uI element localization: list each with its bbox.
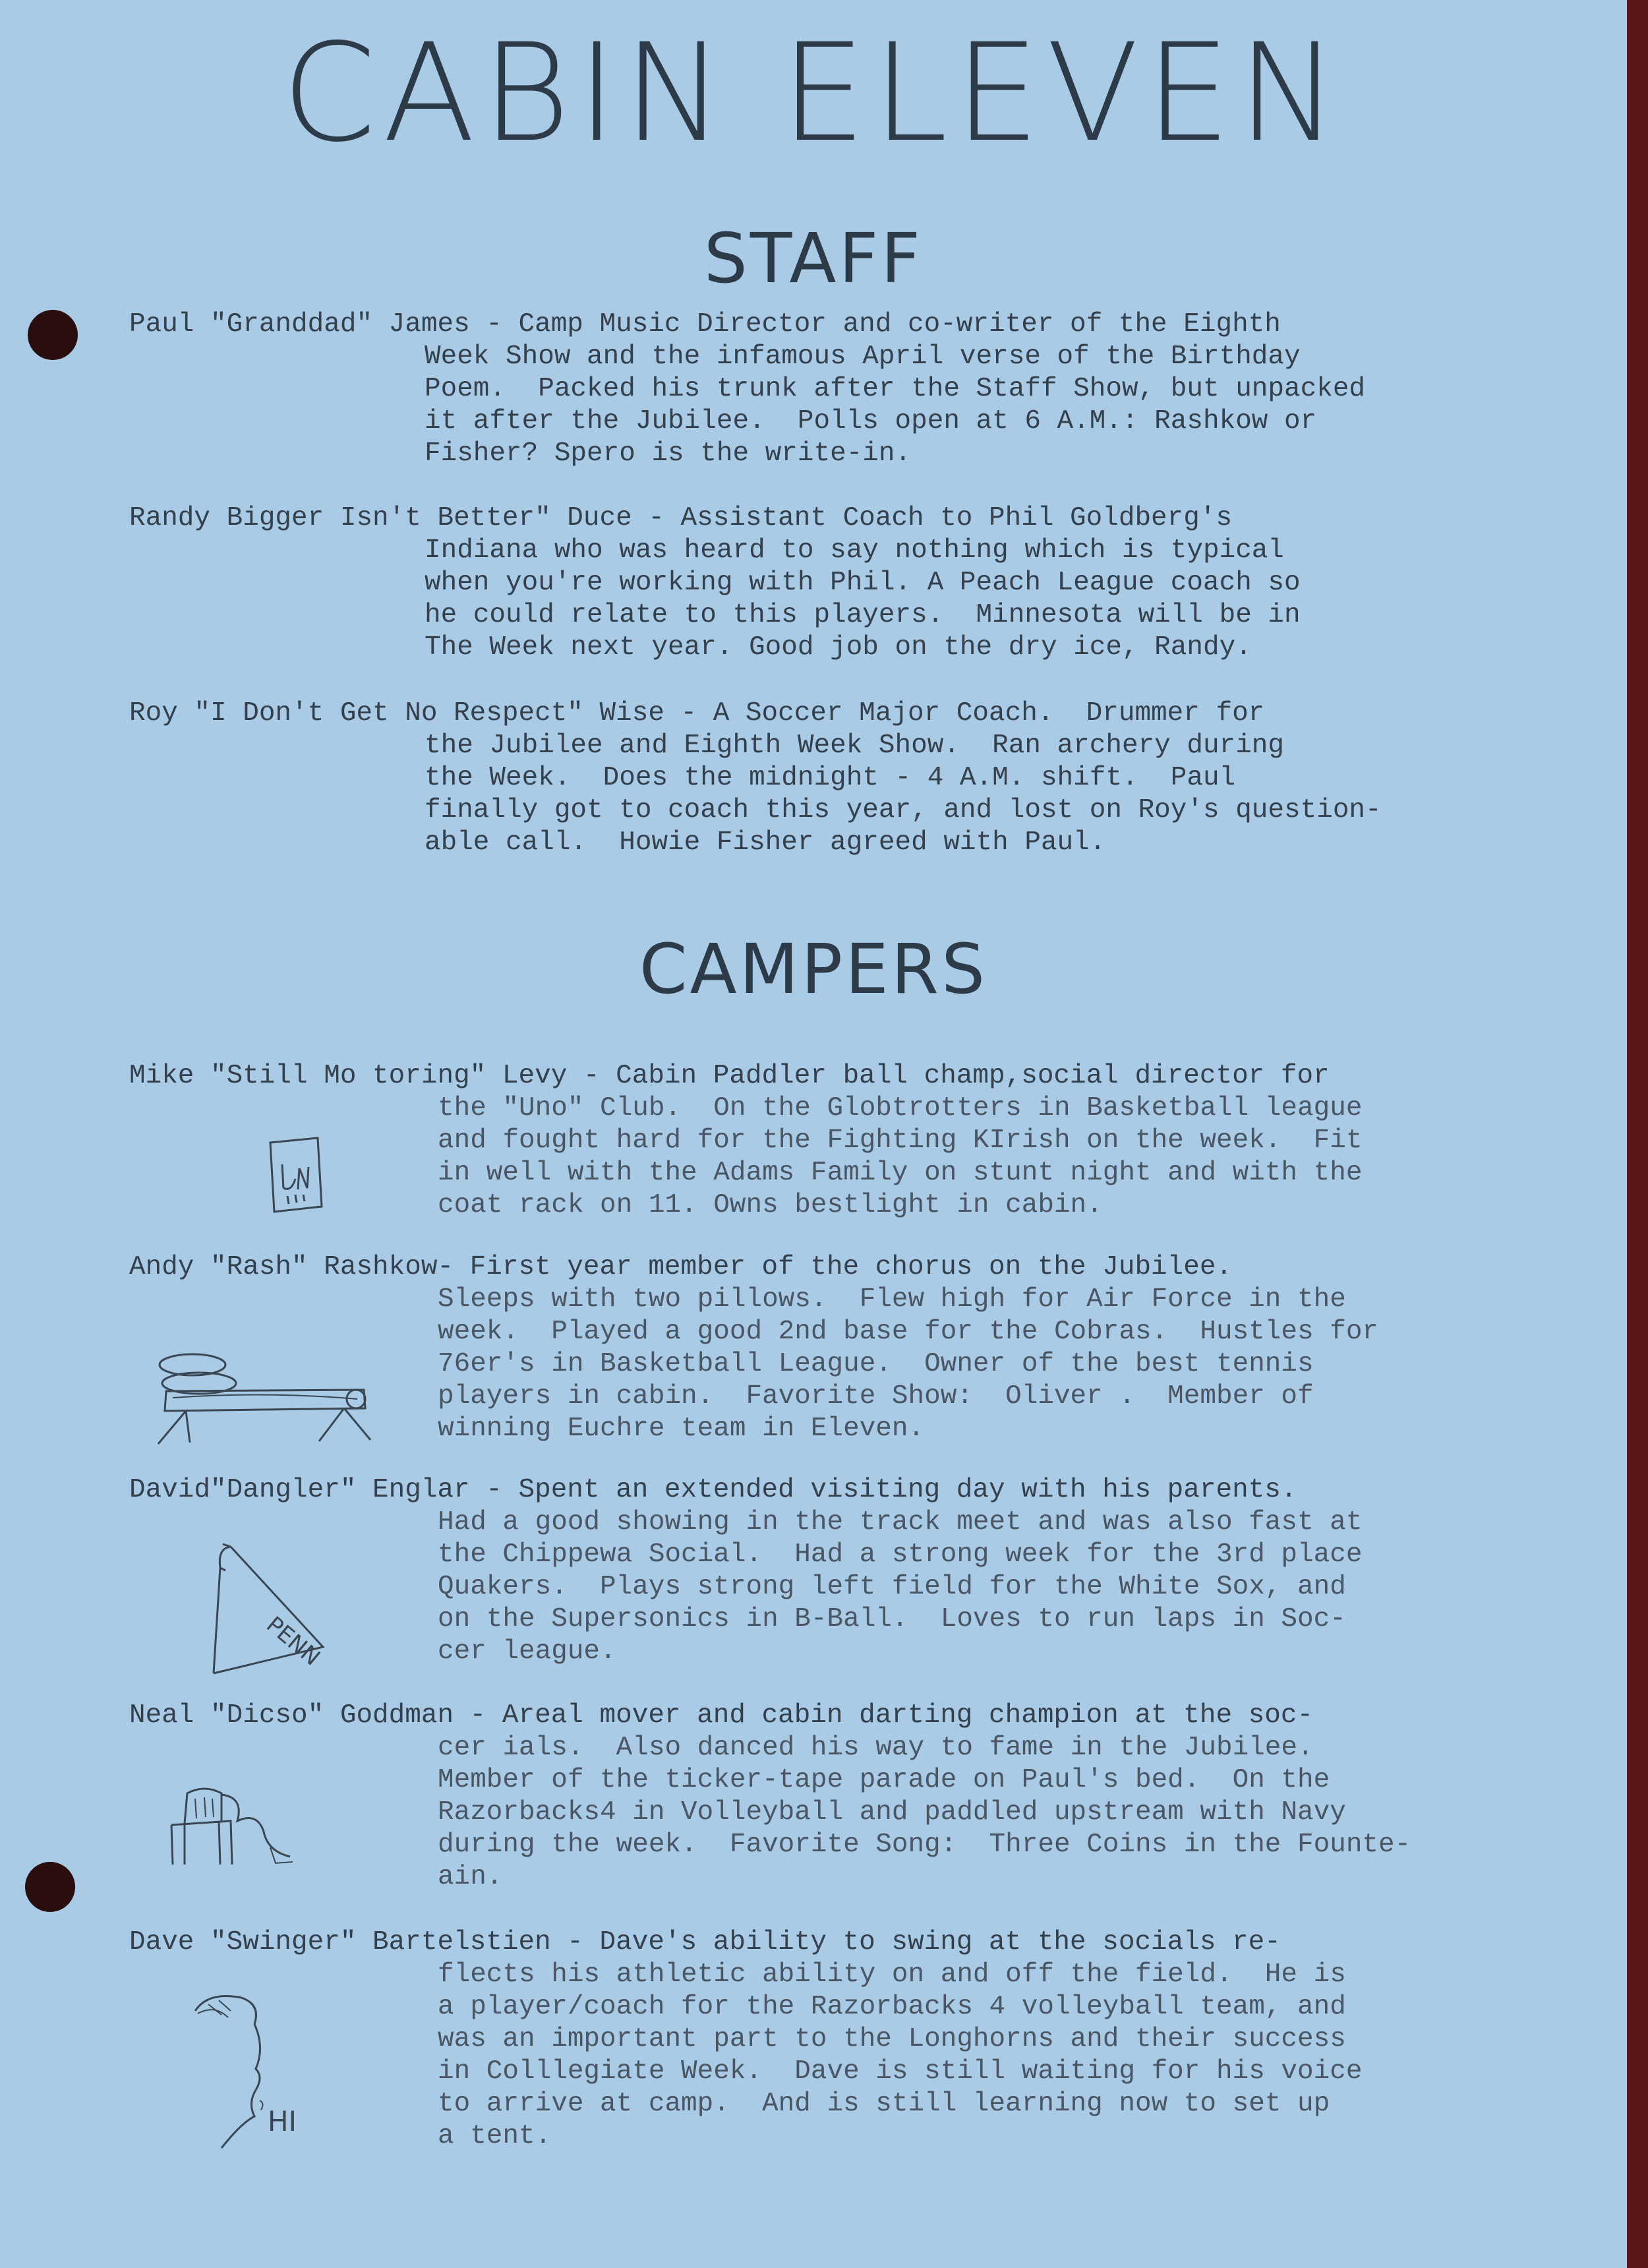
entry-line: cer league. — [438, 1636, 616, 1667]
entry-headline: Randy Bigger Isn't Better" Duce - Assistant Coach to Phil Goldberg's — [129, 503, 1233, 533]
staff-heading: STAFF — [703, 218, 924, 299]
entry-line: Poem. Packed his trunk after the Staff Show, but unpacked — [425, 374, 1366, 404]
entry-line: Had a good showing in the track meet and was also fast at — [438, 1507, 1363, 1537]
entry-line: the Chippewa Social. Had a strong week for the 3rd place — [438, 1539, 1363, 1570]
entry-line: Week Show and the infamous April verse of the Birthday — [425, 342, 1301, 372]
entry-body — [438, 1507, 1648, 1668]
hi-speech-label: HI — [268, 2105, 297, 2137]
entry-line: cer ials. Also danced his way to fame in the Jubilee. — [438, 1733, 1314, 1763]
entry-line: to arrive at camp. And is still learning now to set up — [438, 2089, 1330, 2119]
entry-headline: Paul "Granddad" James - Camp Music Director and co-writer of the Eighth — [129, 309, 1281, 340]
entry-body — [438, 1092, 1648, 1222]
campers-heading: CAMPERS — [639, 929, 988, 1009]
entry-line: when you're working with Phil. A Peach League coach so — [425, 568, 1301, 598]
entry-line: the Week. Does the midnight - 4 A.M. shift. Paul — [425, 763, 1236, 793]
entry-line: Quakers. Plays strong left field for the White Sox, and — [438, 1572, 1346, 1602]
entry-line: coat rack on 11. Owns bestlight in cabin. — [438, 1190, 1103, 1220]
entry-line: the Jubilee and Eighth Week Show. Ran archery during — [425, 731, 1285, 761]
entry-line: he could relate to this players. Minnesota will be in — [425, 600, 1301, 630]
entry-line: during the week. Favorite Song: Three Coins in the Founte- — [438, 1830, 1411, 1860]
entry-headline: Andy "Rash" Rashkow- First year member of the chorus on the Jubilee. — [129, 1252, 1233, 1282]
entry-line: in well with the Adams Family on stunt night and with the — [438, 1158, 1363, 1188]
entry-body — [438, 1959, 1648, 2153]
fountain-sketch — [158, 1779, 303, 1871]
entry-line: Indiana who was heard to say nothing which is typical — [425, 535, 1285, 566]
entry-body — [438, 1732, 1648, 1894]
entry-line: finally got to coach this year, and lost on Roy's question- — [425, 795, 1382, 825]
entry-line: was an important part to the Longhorns and their success — [438, 2024, 1346, 2054]
entry-line: Sleeps with two pillows. Flew high for Air Force in the — [438, 1284, 1346, 1315]
entry-line: Fisher? Spero is the write-in. — [425, 438, 912, 469]
page-title: CABIN ELEVEN — [281, 15, 1345, 172]
entry-line: and fought hard for the Fighting KIrish on the week. Fit — [438, 1125, 1363, 1156]
entry-line: ain. — [438, 1862, 503, 1892]
entry-line: it after the Jubilee. Polls open at 6 A.M.: Rashkow or — [425, 406, 1317, 436]
punch-hole — [28, 310, 78, 360]
entry-line: flects his athletic ability on and off the field. He is — [438, 1959, 1346, 1990]
pennant-label: PENN — [261, 1611, 326, 1671]
entry-line: week. Played a good 2nd base for the Cobras. Hustles for — [438, 1317, 1379, 1347]
entry-line: The Week next year. Good job on the dry ice, Randy. — [425, 632, 1252, 663]
penn-pennant-sketch — [191, 1528, 336, 1680]
entry-body — [425, 535, 1648, 664]
bed-sketch — [146, 1345, 384, 1450]
entry-body — [438, 1284, 1648, 1445]
entry-line: winning Euchre team in Eleven. — [438, 1414, 925, 1444]
entry-headline: Roy "I Don't Get No Respect" Wise - A Soccer Major Coach. Drummer for — [129, 698, 1265, 729]
entry-headline: David"Dangler" Englar - Spent an extended visiting day with his parents. — [129, 1475, 1297, 1505]
entry-line: the "Uno" Club. On the Globtrotters in Basketball league — [438, 1093, 1363, 1123]
entry-line: a tent. — [438, 2121, 552, 2151]
uno-card-sketch — [257, 1133, 330, 1218]
entry-headline: Mike "Still Mo toring" Levy - Cabin Paddler ball champ,social director for — [129, 1061, 1330, 1091]
entry-headline: Dave "Swinger" Bartelstien - Dave's ability to swing at the socials re- — [129, 1927, 1281, 1957]
entry-line: players in cabin. Favorite Show: Oliver . Member of — [438, 1381, 1314, 1412]
entry-headline: Neal "Dicso" Goddman - Areal mover and cabin darting champion at the soc- — [129, 1700, 1314, 1731]
entry-body — [425, 730, 1648, 859]
entry-line: in Colllegiate Week. Dave is still waiting for his voice — [438, 2056, 1363, 2087]
entry-line: Razorbacks4 in Volleyball and paddled upstream with Navy — [438, 1797, 1346, 1828]
entry-line: Member of the ticker-tape parade on Paul's bed. On the — [438, 1765, 1330, 1795]
entry-line: on the Supersonics in B-Ball. Loves to run laps in Soc- — [438, 1604, 1346, 1634]
entry-line: a player/coach for the Razorbacks 4 volleyball team, and — [438, 1992, 1346, 2022]
entry-line: able call. Howie Fisher agreed with Paul. — [425, 827, 1106, 858]
entry-body — [425, 341, 1648, 470]
face-sketch — [182, 1984, 340, 2163]
entry-line: 76er's in Basketball League. Owner of the best tennis — [438, 1349, 1314, 1379]
punch-hole — [25, 1862, 75, 1912]
